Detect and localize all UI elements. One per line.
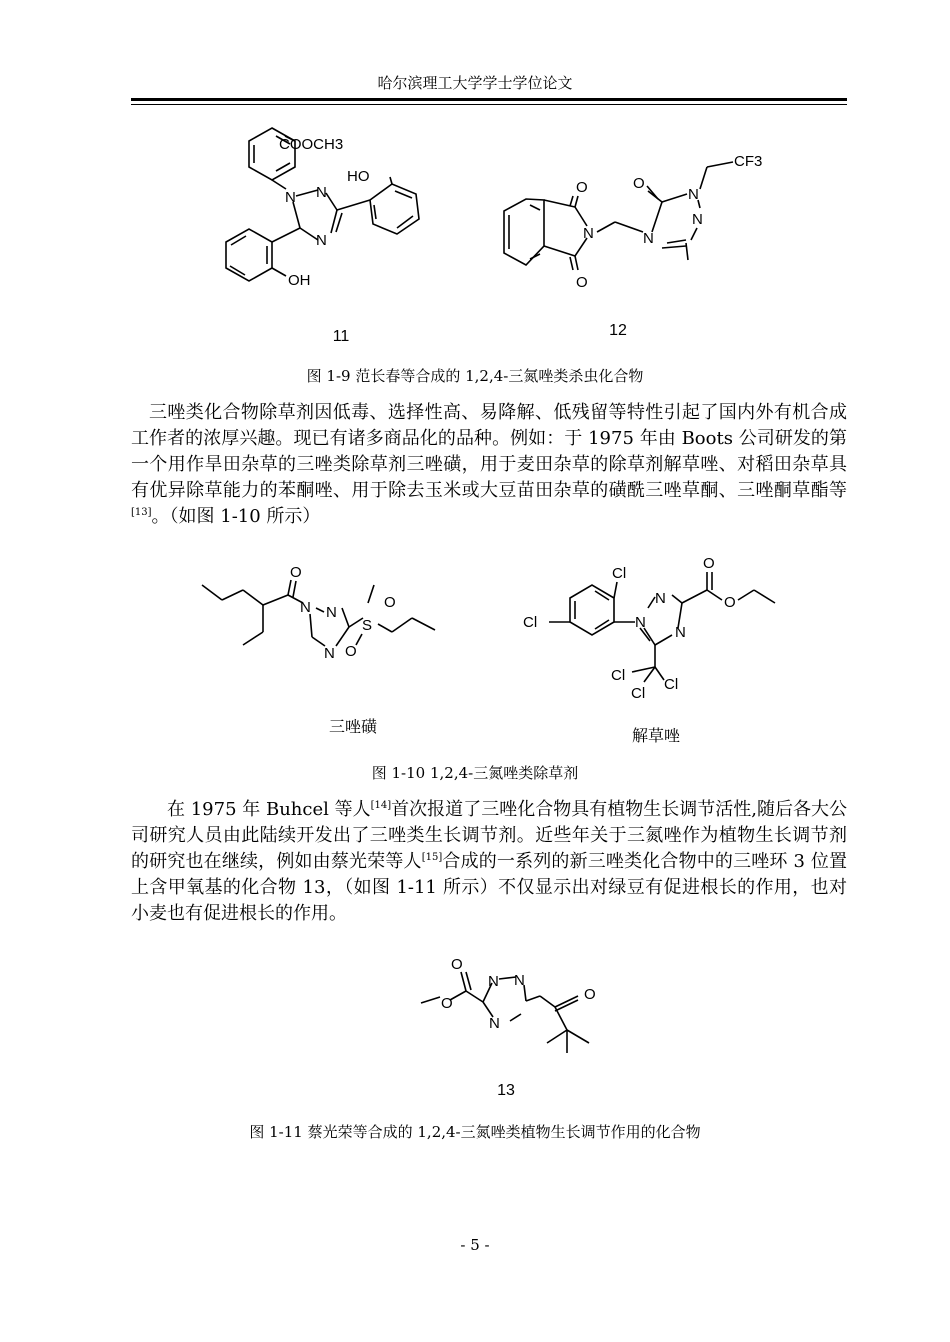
atom-label: Cl [612, 565, 627, 582]
atom-label: N [514, 972, 525, 989]
atom-label: N [300, 599, 311, 616]
atom-label: O [451, 956, 463, 973]
compound-label-12: 12 [609, 322, 627, 339]
atom-label: Cl [523, 614, 538, 631]
compound-label-11: 11 [332, 328, 350, 345]
citation-14: [14] [370, 800, 392, 811]
running-header: 哈尔滨理工大学学士学位论文 [377, 74, 573, 92]
atom-label: N [692, 211, 703, 228]
atom-label: O [576, 179, 588, 196]
atom-label: N [324, 645, 335, 662]
paragraph-1-text: 三唑类化合物除草剂因低毒、选择性高、易降解、低残留等特性引起了国内外有机合成工作者的浓厚兴趣。现已有诸多商品化的品种。例如：于 1975 年由 Boots 公司研发的第一个用作旱田杂草的三唑类除草剂三唑磺，用于麦田杂草的除草剂解草唑、对稻田杂草具有优异除草能力的苯酮唑、用于除去玉米或大豆苗田杂草的磺酰三唑草酮、三唑酮草酯等 [131, 402, 847, 501]
atom-label: N [326, 604, 337, 621]
figure-1-11-caption: 图 1-11 蔡光荣等合成的 1,2,4-三氮唑类植物生长调节作用的化合物 [249, 1123, 701, 1141]
atom-label: Cl [611, 667, 626, 684]
paragraph-2-text-3: 合成的一系列的新三唑类化合物中的三唑环 3 位置上含甲氧基的化合物 13，（如图 1-11 所示）不仅显示出对绿豆有促进根长的作用，也对小麦也有促进根长的作用。 [131, 851, 847, 924]
atom-label: O [441, 995, 453, 1012]
figure-1-10-caption: 图 1-10 1,2,4-三氮唑类除草剂 [371, 764, 579, 782]
atom-label: CF3 [734, 153, 763, 170]
atom-label: O [384, 594, 396, 611]
atom-label: N [489, 1015, 500, 1032]
atom-label: N [285, 189, 296, 206]
atom-label: S [362, 617, 373, 634]
atom-label: O [633, 175, 645, 192]
compound-label-13: 13 [497, 1082, 515, 1099]
atom-label: N [643, 230, 654, 247]
figure-1-9-caption: 图 1-9 范长春等合成的 1,2,4-三氮唑类杀虫化合物 [306, 367, 644, 385]
atom-label: N [316, 232, 327, 249]
atom-label: Cl [664, 676, 679, 693]
atom-label: HO [347, 168, 370, 185]
citation-13: [13] [131, 507, 152, 518]
atom-label: N [316, 184, 327, 201]
atom-label: O [290, 564, 302, 581]
atom-label: OH [288, 272, 311, 289]
paragraph-1-text-end: 。（如图 1-10 所示） [151, 506, 321, 527]
atom-label: N [655, 590, 666, 607]
paragraph-2-text-2: 首次报道了三唑化合物具有植物生长调节活性,随后各大公司研究人员由此陆续开发出了三唑类生长调节剂。近些年关于三氮唑作为植物生长调节剂的研究也在继续，例如由蔡光荣等人 [131, 799, 847, 872]
atom-label: N [675, 624, 686, 641]
atom-label: O [584, 986, 596, 1003]
atom-label: COOCH3 [279, 136, 344, 153]
atom-label: N [688, 186, 699, 203]
atom-label: Cl [631, 685, 646, 702]
compound-name-jiecaozuo: 解草唑 [631, 728, 680, 745]
page-number: - 5 - [460, 1236, 490, 1254]
atom-label: O [703, 555, 715, 572]
atom-label: O [345, 643, 357, 660]
paragraph-2-text-1: 在 1975 年 Buhcel 等人 [167, 799, 371, 820]
atom-label: N [635, 614, 646, 631]
atom-label: O [576, 274, 588, 291]
compound-name-sanzuohuang: 三唑磺 [328, 719, 377, 736]
atom-label: O [724, 594, 736, 611]
atom-label: N [583, 225, 594, 242]
atom-label: N [488, 973, 499, 990]
citation-15: [15] [421, 852, 443, 863]
